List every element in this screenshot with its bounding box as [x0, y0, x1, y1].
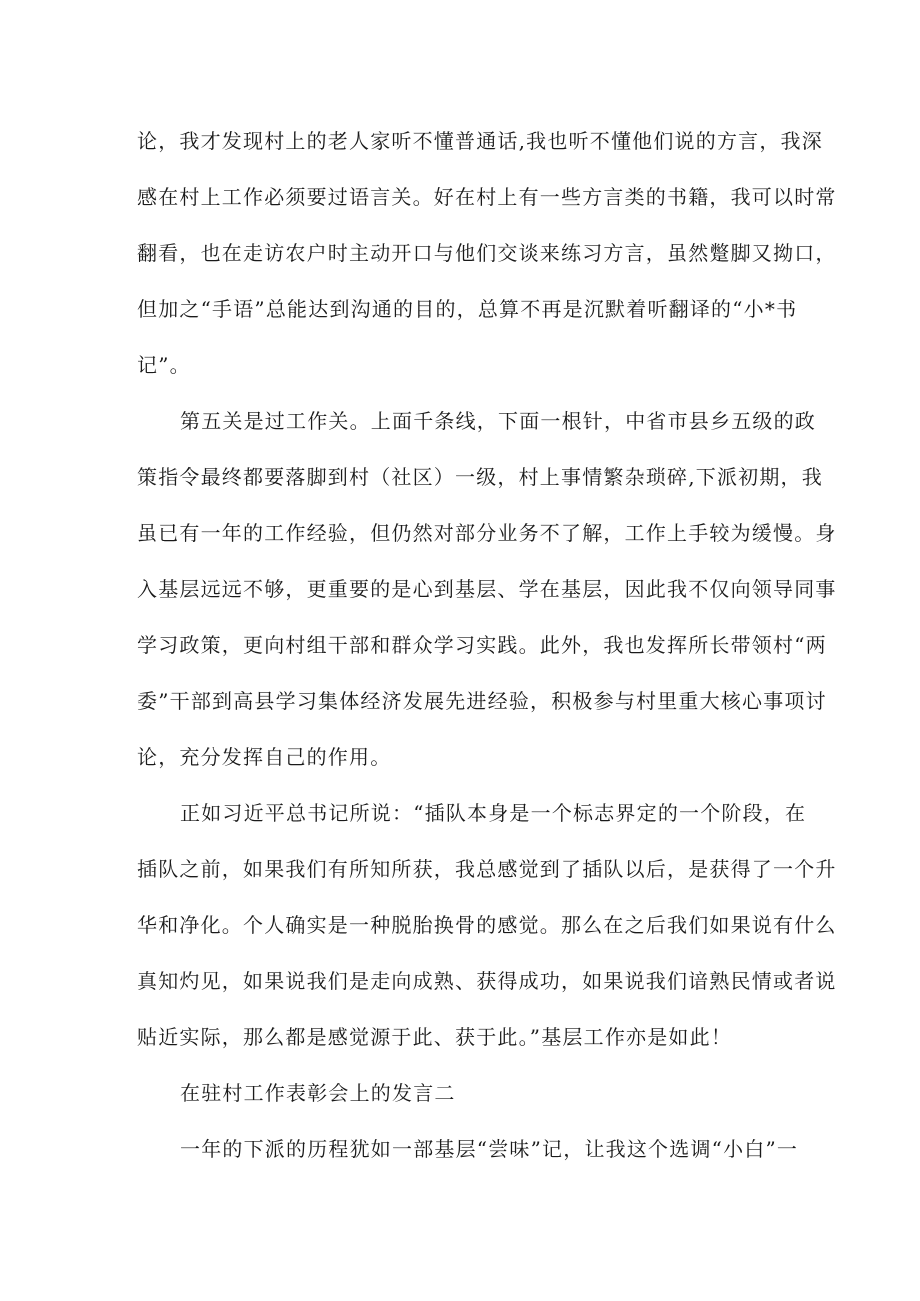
paragraph-line: 策指令最终都要落脚到村（社区）一级，村上事情繁杂琐碎,下派初期，我	[137, 465, 823, 489]
section-heading: 在驻村工作表彰会上的发言二	[180, 1081, 456, 1105]
paragraph-line: 感在村上工作必须要过语言关。好在村上有一些方言类的书籍，我可以时常	[137, 185, 837, 209]
paragraph-line: 翻看，也在走访农户时主动开口与他们交谈来练习方言，虽然蹩脚又拗口，	[137, 241, 837, 265]
paragraph-line: 论，我才发现村上的老人家听不懂普通话,我也听不懂他们说的方言，我深	[137, 129, 823, 153]
paragraph-line: 委”干部到高县学习集体经济发展先进经验，积极参与村里重大核心事项讨	[137, 689, 827, 713]
paragraph-line: 插队之前，如果我们有所知所获，我总感觉到了插队以后，是获得了一个升	[137, 857, 837, 881]
paragraph-line: 论，充分发挥自己的作用。	[137, 745, 392, 769]
paragraph-line: 正如习近平总书记所说：“插队本身是一个标志界定的一个阶段，在	[180, 801, 807, 825]
paragraph-line: 华和净化。个人确实是一种脱胎换骨的感觉。那么在之后我们如果说有什么	[137, 913, 837, 937]
paragraph-line: 真知灼见，如果说我们是走向成熟、获得成功，如果说我们谙熟民情或者说	[137, 969, 837, 993]
paragraph-line: 学习政策，更向村组干部和群众学习实践。此外，我也发挥所长带领村“两	[137, 633, 827, 657]
paragraph-line: 一年的下派的历程犹如一部基层“尝味”记，让我这个选调“小白”一	[180, 1137, 799, 1161]
paragraph-line: 贴近实际，那么都是感觉源于此、获于此。”基层工作亦是如此！	[137, 1025, 733, 1049]
paragraph-line: 第五关是过工作关。上面千条线，下面一根针，中省市县乡五级的政	[180, 409, 816, 433]
paragraph-line: 虽已有一年的工作经验，但仍然对部分业务不了解，工作上手较为缓慢。身	[137, 521, 837, 545]
paragraph-line: 记”。	[137, 353, 191, 377]
paragraph-line: 但加之“手语”总能达到沟通的目的，总算不再是沉默着听翻译的“小*书	[137, 297, 798, 321]
paragraph-line: 入基层远远不够，更重要的是心到基层、学在基层，因此我不仅向领导同事	[137, 577, 837, 601]
